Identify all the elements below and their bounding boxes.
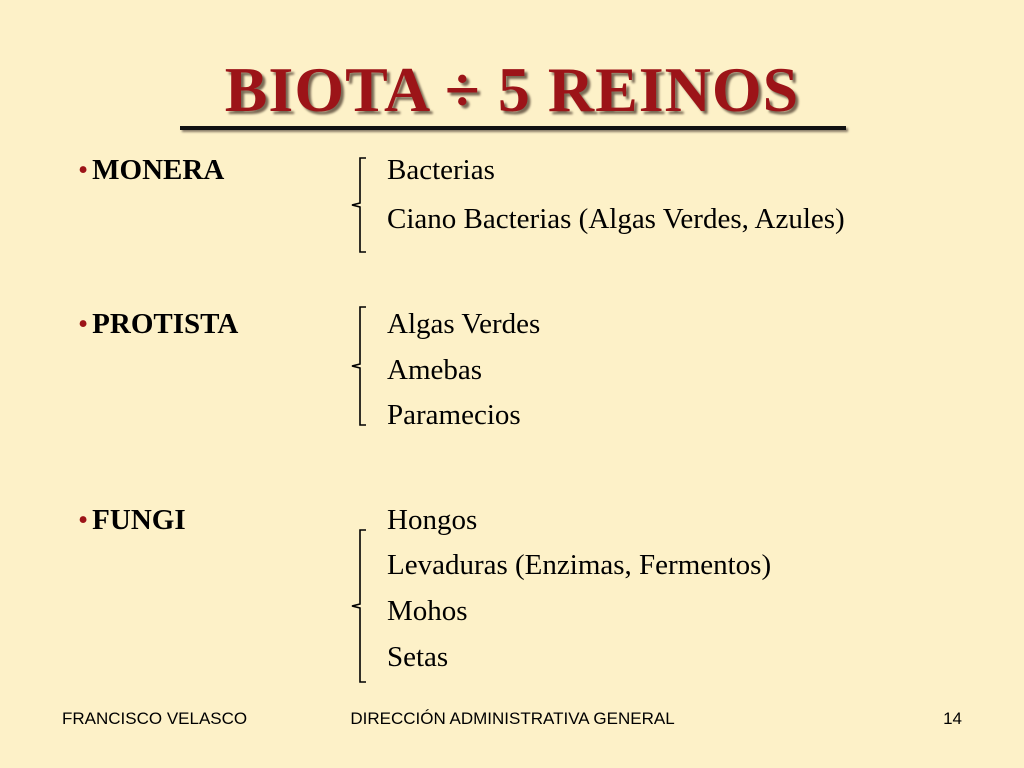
item-amebas: Amebas <box>387 354 483 386</box>
item-levaduras: Levaduras (Enzimas, Fermentos) <box>387 549 772 581</box>
item-setas: Setas <box>387 641 449 673</box>
title-underline <box>180 126 846 130</box>
item-paramecios: Paramecios <box>387 399 521 431</box>
item-bacterias: Bacterias <box>387 154 495 186</box>
bullet: • <box>78 504 89 536</box>
footer-department: DIRECCIÓN ADMINISTRATIVA GENERAL <box>350 709 675 728</box>
footer-page-number: 14 <box>943 709 962 728</box>
item-hongos: Hongos <box>387 504 478 536</box>
brace-protista <box>350 305 372 427</box>
item-ciano-bacterias: Ciano Bacterias (Algas Verdes, Azules) <box>387 203 845 235</box>
kingdom-monera <box>78 153 224 187</box>
slide-title: BIOTA ÷ 5 REINOS <box>224 54 800 125</box>
kingdom-protista <box>78 307 238 341</box>
kingdom-label: MONERA <box>92 154 225 186</box>
bullet: • <box>78 154 89 186</box>
item-mohos: Mohos <box>387 595 468 627</box>
brace-monera <box>350 156 372 254</box>
bullet: • <box>78 308 89 340</box>
kingdom-label: PROTISTA <box>92 308 239 340</box>
footer-author: FRANCISCO VELASCO <box>62 709 248 728</box>
item-algas-verdes: Algas Verdes <box>387 308 541 340</box>
kingdom-fungi <box>78 503 186 537</box>
kingdom-label: FUNGI <box>92 504 186 536</box>
brace-fungi <box>350 528 372 684</box>
